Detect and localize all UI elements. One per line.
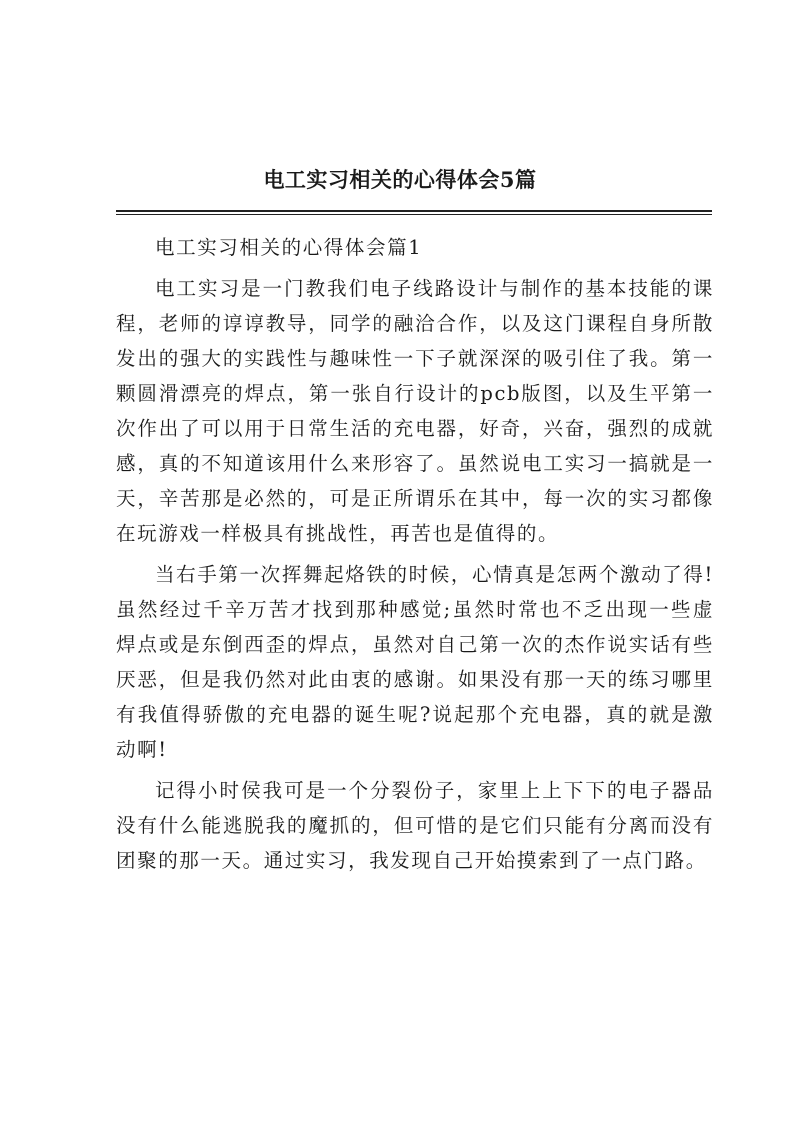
paragraph-3: 记得小时侯我可是一个分裂份子，家里上上下下的电子器品没有什么能逃脱我的魔抓的，但可惜的是它们只能有分离而没有团聚的那一天。通过实习，我发现自己开始摸索到了一点门路。 <box>116 779 714 872</box>
paragraph-1: 电工实习是一门教我们电子线路设计与制作的基本技能的课程，老师的谆谆教导，同学的融洽合作，以及这门课程自身所散发出的强大的实践性与趣味性一下子就深深的吸引住了我。第一颗圆滑漂亮的焊点，第一张自行设计的pcb版图，以及生平第一次作出了可以用于日常生活的充电器，好奇，兴奋，强烈的成就感，真的不知道该用什么来形容了。虽然说电工实习一搞就是一天，辛苦那是必然的，可是正所谓乐在其中，每一次的实习都像在玩游戏一样极具有挑战性，再苦也是值得的。 <box>116 277 714 545</box>
title-divider-thick <box>116 210 712 212</box>
title-divider-thin <box>116 214 712 215</box>
document-body <box>116 230 714 884</box>
document-title: 电工实习相关的心得体会5篇 <box>263 167 537 192</box>
paragraph-2: 当右手第一次挥舞起烙铁的时候，心情真是怎两个激动了得!虽然经过千辛万苦才找到那种感觉;虽然时常也不乏出现一些虚焊点或是东倒西歪的焊点，虽然对自己第一次的杰作说实话有些厌恶，但是我仍然对此由衷的感谢。如果没有那一天的练习哪里有我值得骄傲的充电器的诞生呢?说起那个充电器，真的就是激动啊! <box>116 563 714 761</box>
section-heading: 电工实习相关的心得体会篇1 <box>155 236 423 259</box>
